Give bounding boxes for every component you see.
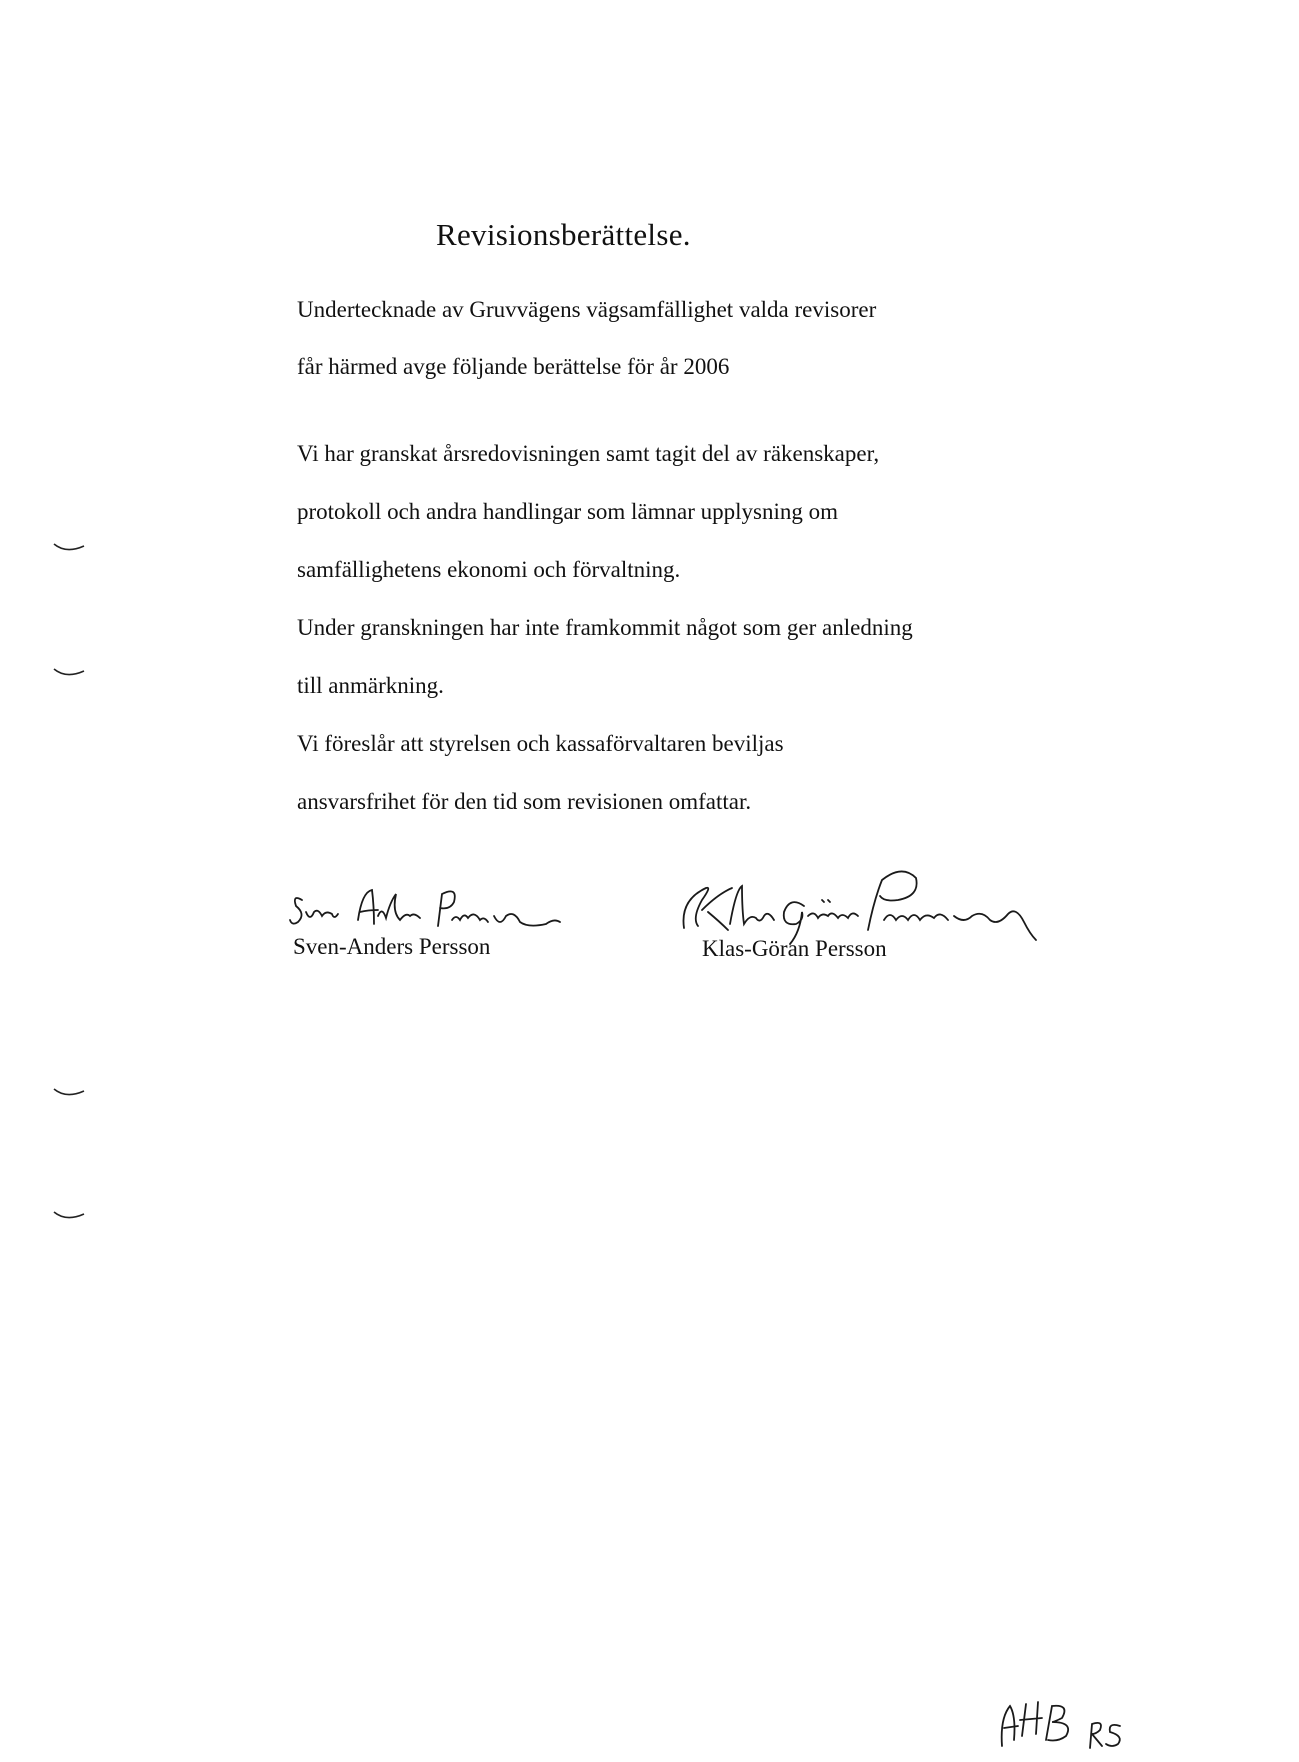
signatory-name: Klas-Göran Persson (702, 936, 887, 961)
body-line: får härmed avge följande berättelse för år 2006 (297, 354, 730, 379)
punch-hole-mark-icon (52, 1208, 86, 1224)
body-line: Vi har granskat årsredovisningen samt tagit del av räkenskaper, (297, 441, 880, 466)
body-line: Under granskningen har inte framkommit något som ger anledning (297, 615, 913, 640)
document-title: Revisionsberättelse. (436, 217, 691, 252)
body-line: Vi föreslår att styrelsen och kassaförvaltaren beviljas (297, 731, 784, 756)
punch-hole-mark-icon (52, 540, 86, 556)
punch-hole-mark-icon (52, 665, 86, 681)
initials-mark (996, 1696, 1136, 1752)
body-line: ansvarsfrihet för den tid som revisionen omfattar. (297, 789, 752, 814)
body-line: samfällighetens ekonomi och förvaltning. (297, 557, 681, 582)
body-line: till anmärkning. (297, 673, 444, 698)
body-line: protokoll och andra handlingar som lämnar upplysning om (297, 499, 839, 524)
signature-sven-anders-persson (288, 872, 588, 936)
signatory-name: Sven-Anders Persson (293, 934, 491, 959)
punch-hole-mark-icon (52, 1085, 86, 1101)
body-line: Undertecknade av Gruvvägens vägsamfällighet valda revisorer (297, 297, 877, 322)
